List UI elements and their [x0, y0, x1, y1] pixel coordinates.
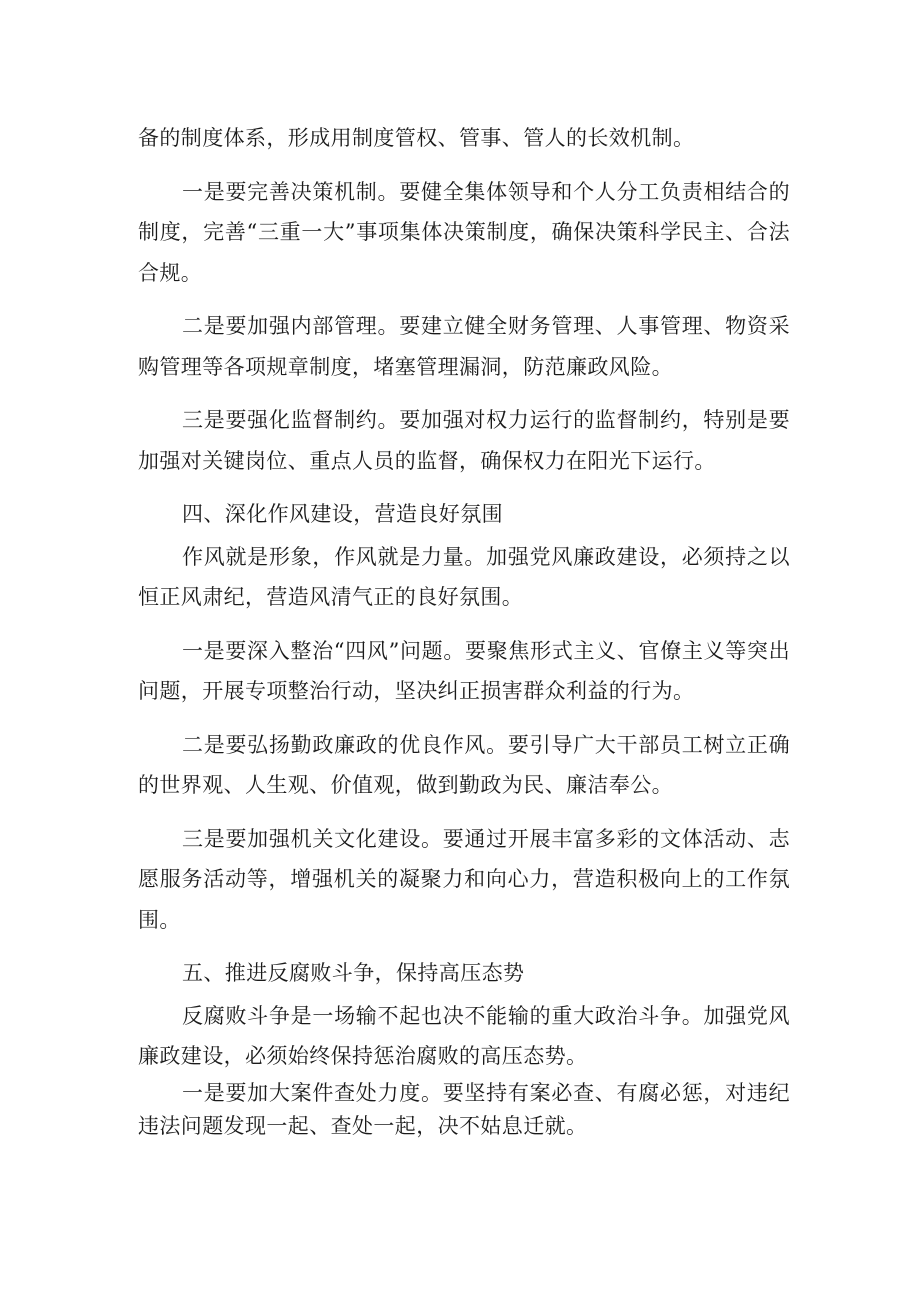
paragraph-work-style-intro: 作风就是形象，作风就是力量。加强党风廉政建设，必须持之以恒正风肃纪，营造风清气正的良好氛围。 — [138, 544, 790, 609]
paragraph-four-styles: 一是要深入整治“四风”问题。要聚焦形式主义、官僚主义等突出问题，开展专项整治行动，坚决纠正损害群众利益的行为。 — [138, 638, 790, 703]
paragraph-diligent-governance: 二是要弘扬勤政廉政的优良作风。要引导广大干部员工树立正确的世界观、人生观、价值观，做到勤政为民、廉洁奉公。 — [138, 732, 790, 797]
paragraph-continuation: 备的制度体系，形成用制度管权、管事、管人的长效机制。 — [138, 126, 695, 150]
paragraph-internal-management: 二是要加强内部管理。要建立健全财务管理、人事管理、物资采购管理等各项规章制度，堵塞管理漏洞，防范廉政风险。 — [138, 314, 790, 379]
section-heading-4: 四、深化作风建设，营造良好氛围 — [182, 502, 503, 526]
paragraph-case-investigation: 一是要加大案件查处力度。要坚持有案必查、有腐必惩，对违纪违法问题发现一起、查处一起，决不姑息迁就。 — [138, 1080, 790, 1138]
paragraph-decision-mechanism: 一是要完善决策机制。要健全集体领导和个人分工负责相结合的制度，完善“三重一大”事项集体决策制度，确保决策科学民主、合法合规。 — [138, 179, 790, 285]
paragraph-office-culture: 三是要加强机关文化建设。要通过开展丰富多彩的文体活动、志愿服务活动等，增强机关的凝聚力和向心力，营造积极向上的工作氛围。 — [138, 826, 790, 932]
document-body — [138, 118, 790, 1143]
paragraph-supervision: 三是要强化监督制约。要加强对权力运行的监督制约，特别是要加强对关键岗位、重点人员的监督，确保权力在阳光下运行。 — [138, 408, 790, 473]
paragraph-anti-corruption-intro: 反腐败斗争是一场输不起也决不能输的重大政治斗争。加强党风廉政建设，必须始终保持惩治腐败的高压态势。 — [138, 1003, 790, 1068]
section-heading-5: 五、推进反腐败斗争，保持高压态势 — [182, 961, 525, 985]
